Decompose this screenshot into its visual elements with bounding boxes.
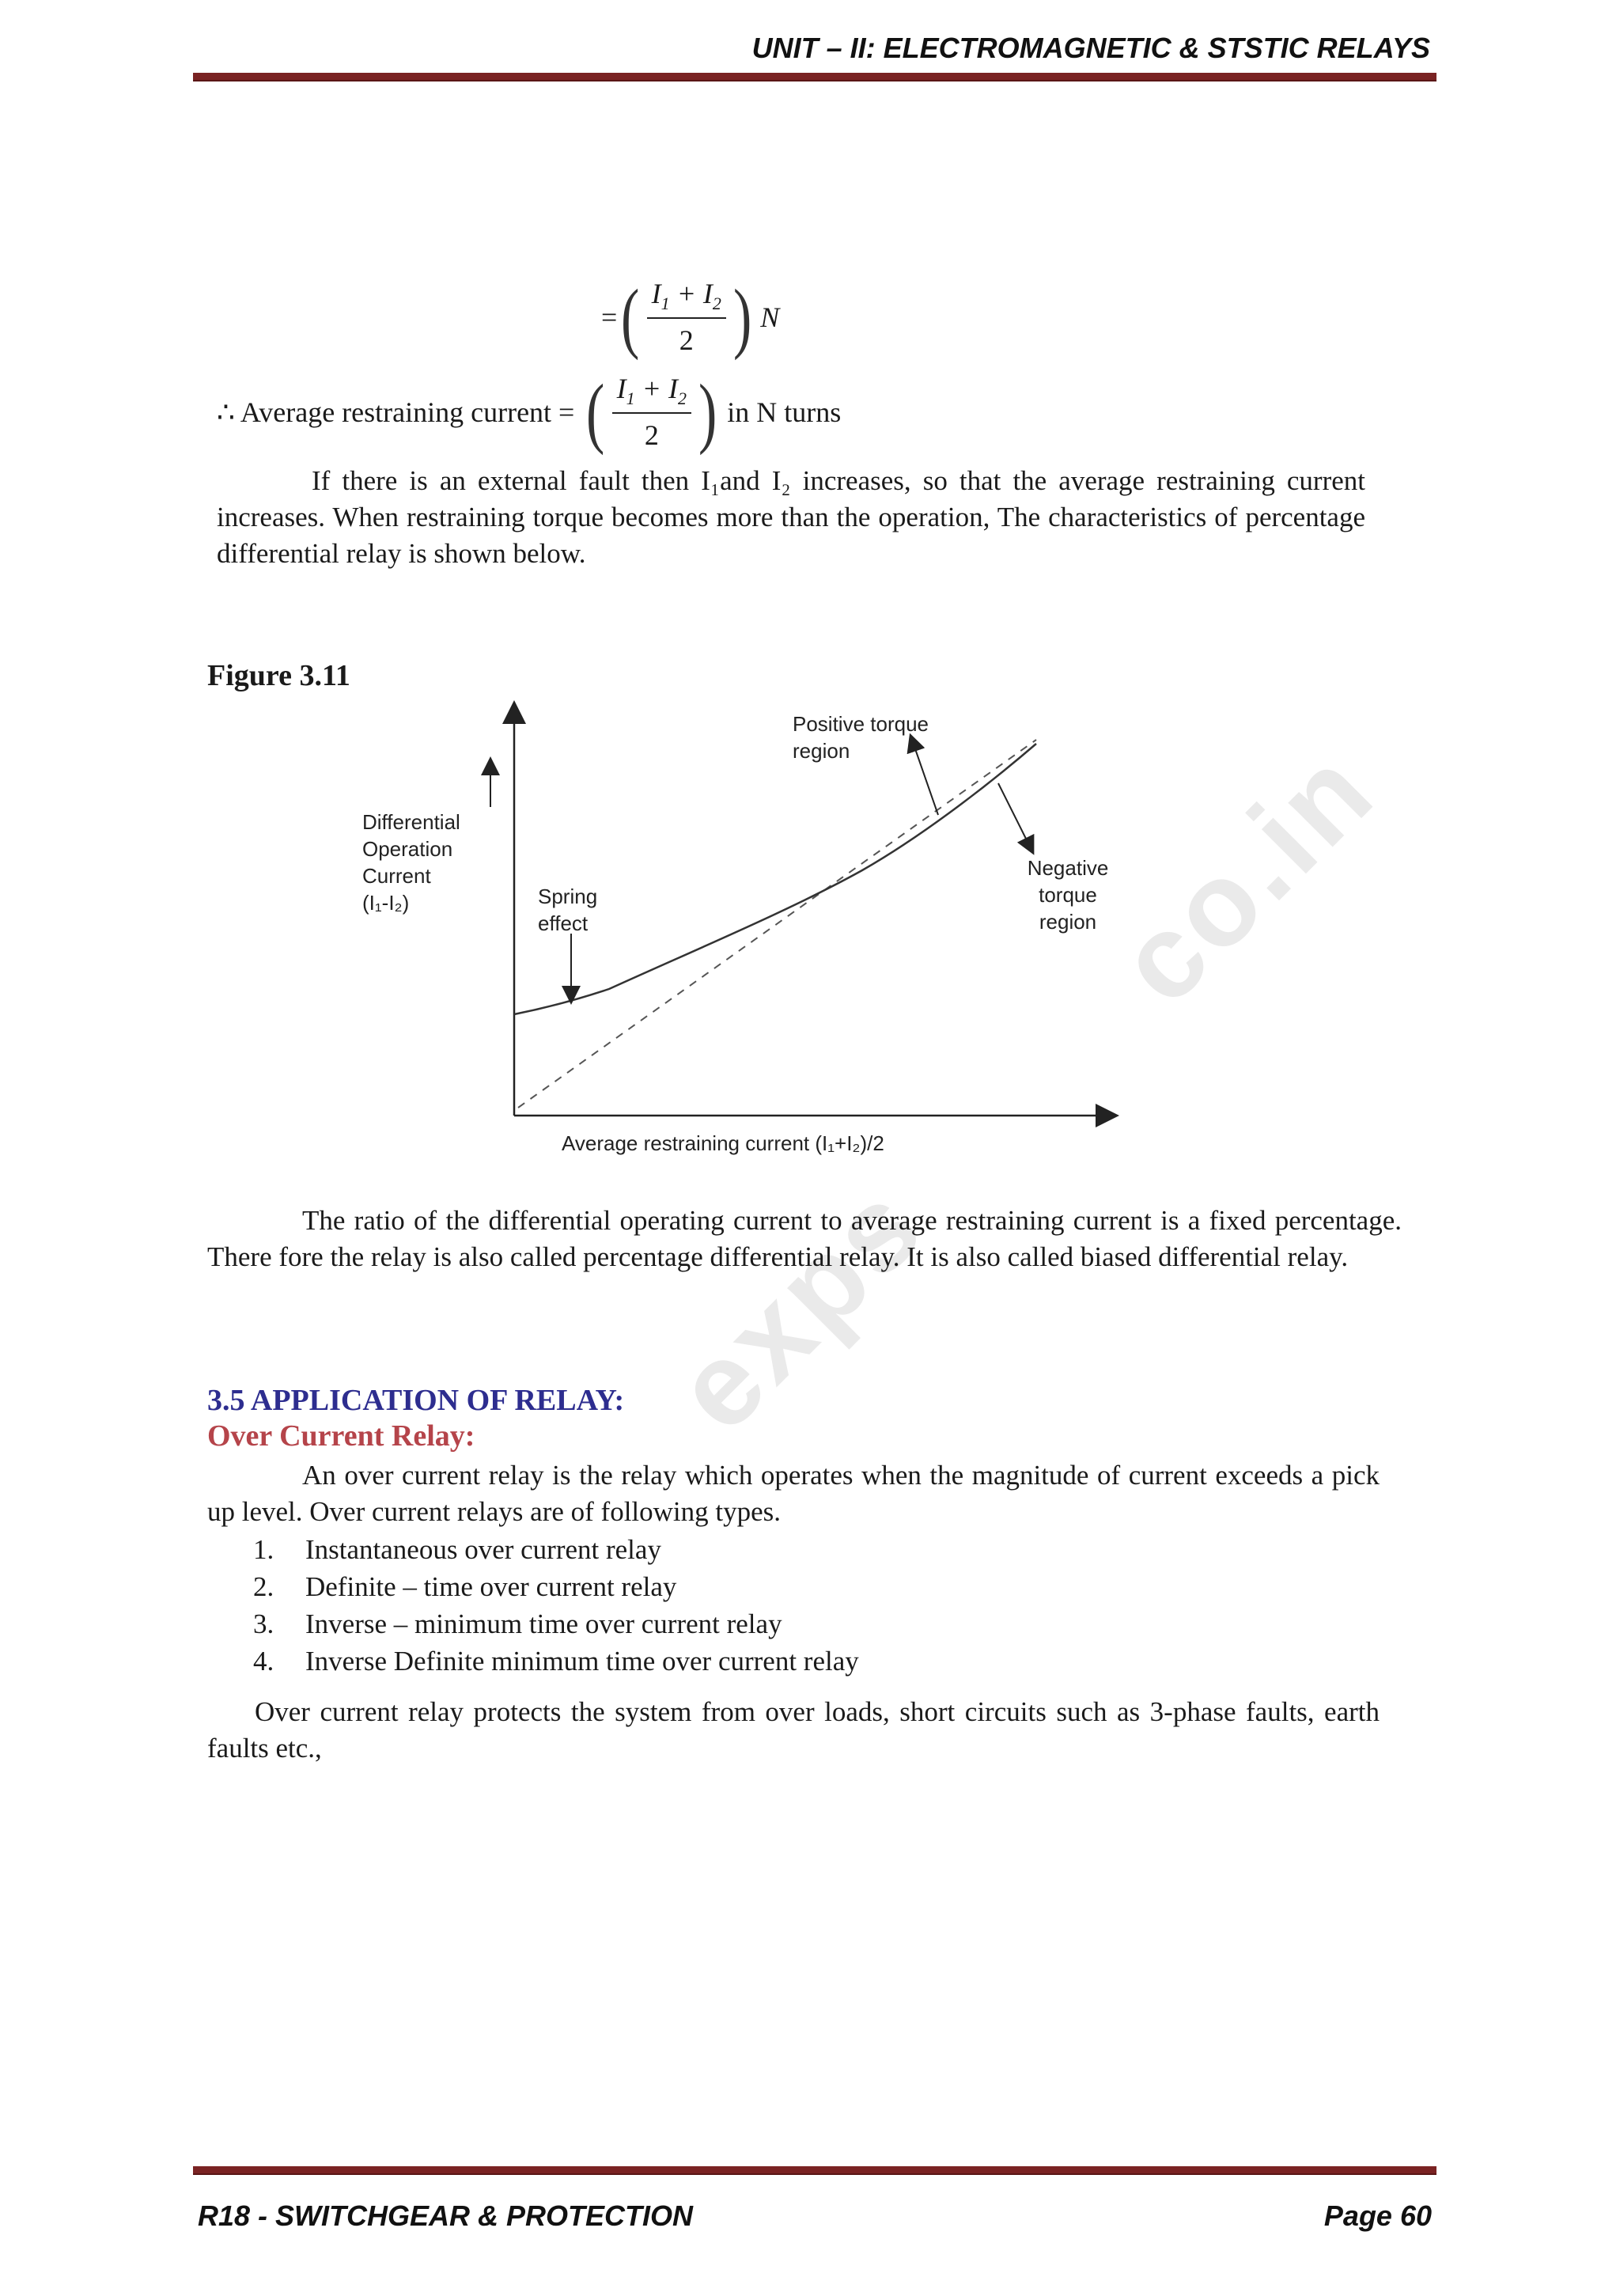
relay-characteristic-curve (514, 744, 1036, 1014)
header-rule (193, 73, 1436, 81)
list-item: 1. Instantaneous over current relay (253, 1534, 661, 1565)
watermark: co.in (1092, 722, 1399, 1029)
paragraph-external-fault: If there is an external fault then I₁and I₂ increases, so that the average restraining current increases. When restraining torque becomes more than the operation, The characteristics of percentage differential relay is shown below. (217, 465, 1365, 569)
spring-effect-label: Spring effect (538, 885, 598, 935)
page-header-title: UNIT – II: ELECTROMAGNETIC & STSTIC RELAYS (751, 32, 1430, 64)
negative-torque-label: Negative torque region (1027, 856, 1109, 934)
footer-rule (193, 2166, 1436, 2175)
paren-open: ( (586, 367, 605, 456)
relay-types-list (253, 1531, 859, 1680)
negative-torque-arrow (998, 783, 1030, 847)
paragraph-over-current: An over current relay is the relay which operates when the magnitude of current exceeds a pick up level. Over current relays are of following types. (207, 1460, 1380, 1527)
paragraph-protection: Over current relay protects the system from over loads, short circuits such as 3-phase faults, earth faults etc., (207, 1696, 1380, 1764)
equation-label: ∴ Average restraining current = (217, 396, 575, 428)
list-item: 4. Inverse Definite minimum time over current relay (253, 1646, 859, 1677)
section-heading: 3.5 APPLICATION OF RELAY: (207, 1384, 625, 1417)
figure-percentage-differential-characteristic (348, 696, 1139, 1179)
figure-label: Figure 3.11 (207, 659, 350, 692)
footer-page-number: Page 60 (1323, 2199, 1432, 2232)
equation-after: in N turns (727, 396, 842, 428)
paragraph-ratio: The ratio of the differential operating current to average restraining current is a fixed percentage. There fore the relay is also called percentage differential relay. It is also called biased differential relay. (207, 1205, 1402, 1272)
equation-average-restraining (601, 272, 780, 361)
list-item: 2. Definite – time over current relay (253, 1571, 677, 1602)
paren-close: ) (732, 272, 752, 361)
characteristic-diagram (348, 696, 1139, 1179)
y-axis-label: Differential Operation Current (I₁-I₂) (362, 810, 460, 915)
list-item: 3. Inverse – minimum time over current relay (253, 1608, 782, 1639)
subsection-heading: Over Current Relay: (207, 1419, 475, 1453)
equation-prefix: = (601, 301, 618, 333)
positive-torque-label: Positive torque region (793, 712, 929, 763)
paren-close: ) (698, 367, 717, 456)
x-axis-label: Average restraining current (I₁+I₂)/2 (562, 1131, 884, 1155)
watermark: exps (649, 1157, 948, 1457)
equation-tail: N (760, 301, 780, 333)
fraction: $\frac{I_1 + I_2}{2}$ (647, 277, 726, 357)
equation-restraining-current (217, 367, 842, 456)
footer-course-title: R18 - SWITCHGEAR & PROTECTION (198, 2199, 694, 2232)
fraction: $\frac{I_1 + I_2}{2}$ (612, 372, 691, 452)
paren-open: ( (621, 272, 640, 361)
